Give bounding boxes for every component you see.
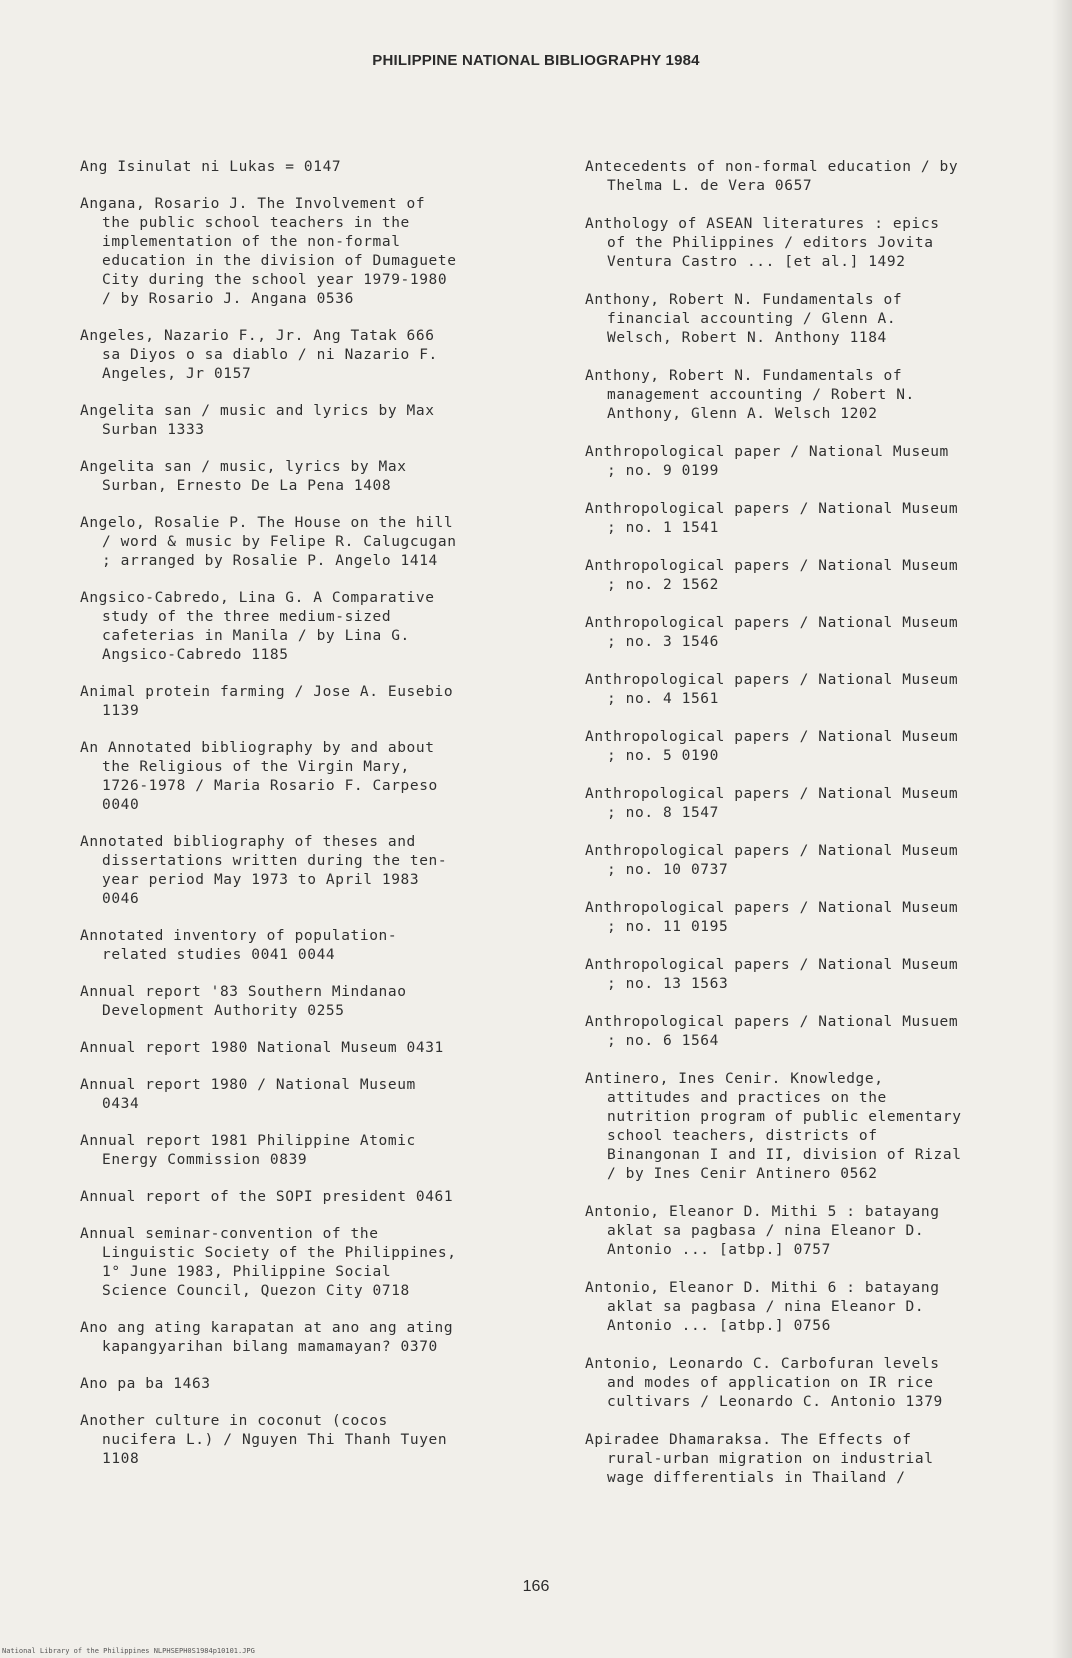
bibliography-entry: Animal protein farming / Jose A. Eusebio 1139	[80, 684, 454, 719]
scan-source-footer: National Library of the Philippines NLPHSEPH0S1984p10101.JPG	[2, 1647, 255, 1655]
bibliography-entry: Antecedents of non-formal education / by Thelma L. de Vera 0657	[585, 159, 959, 194]
bibliography-entry: Anthony, Robert N. Fundamentals of management accounting / Robert N. Anthony, Glenn A. Welsch 1202	[585, 368, 915, 422]
bibliography-entry: Anthropological papers / National Musuem ; no. 6 1564	[585, 1014, 959, 1049]
bibliography-entry: An Annotated bibliography by and about the Religious of the Virgin Mary, 1726-1978 / Maria Rosario F. Carpeso 0040	[80, 740, 438, 813]
bibliography-entry: Ano ang ating karapatan at ano ang ating kapangyarihan bilang mamamayan? 0370	[80, 1320, 454, 1355]
bibliography-entry: Annual seminar-convention of the Linguistic Society of the Philippines, 1° June 1983, Philippine Social Science Council, Quezon City 0718	[80, 1226, 457, 1299]
bibliography-entry: Antonio, Eleanor D. Mithi 6 : batayang aklat sa pagbasa / nina Eleanor D. Antonio ... [atbp.] 0756	[585, 1280, 940, 1334]
bibliography-entry: Ang Isinulat ni Lukas = 0147	[80, 159, 342, 175]
bibliography-entry: Anthropological paper / National Museum ; no. 9 0199	[585, 444, 949, 479]
bibliography-entry: Anthropological papers / National Museum ; no. 10 0737	[585, 843, 959, 878]
bibliography-entry: Annual report of the SOPI president 0461	[80, 1189, 454, 1205]
bibliography-entry: Anthropological papers / National Museum ; no. 13 1563	[585, 957, 959, 992]
bibliography-entry: Apiradee Dhamaraksa. The Effects of rural-urban migration on industrial wage differentials in Thailand /	[585, 1432, 934, 1486]
right-column	[585, 158, 1055, 1507]
bibliography-entry: Angelita san / music and lyrics by Max Surban 1333	[80, 403, 435, 438]
bibliography-entry: Anthropological papers / National Museum ; no. 11 0195	[585, 900, 959, 935]
bibliography-entry: Annual report '83 Southern Mindanao Development Authority 0255	[80, 984, 407, 1019]
bibliography-entry: Ano pa ba 1463	[80, 1376, 211, 1392]
bibliography-entry: Anthropological papers / National Museum ; no. 2 1562	[585, 558, 959, 593]
bibliography-entry: Antonio, Leonardo C. Carbofuran levels and modes of application on IR rice cultivars / Leonardo C. Antonio 1379	[585, 1356, 943, 1410]
bibliography-entry: Angsico-Cabredo, Lina G. A Comparative study of the three medium-sized cafeterias in Manila / by Lina G. Angsico-Cabredo 1185	[80, 590, 435, 663]
bibliography-entry: Anthropological papers / National Museum ; no. 4 1561	[585, 672, 959, 707]
bibliography-entry: Angeles, Nazario F., Jr. Ang Tatak 666 sa Diyos o sa diablo / ni Nazario F. Angeles, Jr 0157	[80, 328, 438, 382]
bibliography-entry: Annotated bibliography of theses and dissertations written during the ten- year period May 1973 to April 1983 0046	[80, 834, 448, 907]
bibliography-entry: Angana, Rosario J. The Involvement of the public school teachers in the implementation of the non-formal education in the division of Dumaguete City during the school year 1979-1980 / by Rosario J. Angana 0536	[80, 196, 457, 307]
bibliography-entry: Angelo, Rosalie P. The House on the hill / word & music by Felipe R. Calugcugan ; arranged by Rosalie P. Angelo 1414	[80, 515, 457, 569]
bibliography-entry: Anthropological papers / National Museum ; no. 3 1546	[585, 615, 959, 650]
page-title: PHILIPPINE NATIONAL BIBLIOGRAPHY 1984	[372, 52, 700, 69]
bibliography-entry: Anthropological papers / National Museum ; no. 8 1547	[585, 786, 959, 821]
bibliography-entry: Antinero, Ines Cenir. Knowledge, attitudes and practices on the nutrition program of public elementary school teachers, districts of Binangonan I and II, division of Rizal / by Ines Cenir Antinero 0562	[585, 1071, 962, 1182]
bibliography-entry: Annotated inventory of population- related studies 0041 0044	[80, 928, 398, 963]
bibliography-entry: Angelita san / music, lyrics by Max Surban, Ernesto De La Pena 1408	[80, 459, 407, 494]
bibliography-entry: Antonio, Eleanor D. Mithi 5 : batayang aklat sa pagbasa / nina Eleanor D. Antonio ... [atbp.] 0757	[585, 1204, 940, 1258]
bibliography-entry: Annual report 1981 Philippine Atomic Energy Commission 0839	[80, 1133, 416, 1168]
bibliography-entry: Annual report 1980 / National Museum 0434	[80, 1077, 416, 1112]
page-edge-shadow	[1052, 0, 1072, 1658]
bibliography-entry: Anthropological papers / National Museum ; no. 1 1541	[585, 501, 959, 536]
bibliography-entry: Anthropological papers / National Museum ; no. 5 0190	[585, 729, 959, 764]
page-number: 166	[522, 1578, 550, 1595]
bibliography-entry: Annual report 1980 National Museum 0431	[80, 1040, 444, 1056]
bibliography-entry: Anthony, Robert N. Fundamentals of financial accounting / Glenn A. Welsch, Robert N. Anthony 1184	[585, 292, 903, 346]
bibliography-entry: Another culture in coconut (cocos nucifera L.) / Nguyen Thi Thanh Tuyen 1108	[80, 1413, 448, 1467]
left-column	[80, 158, 545, 1487]
bibliography-entry: Anthology of ASEAN literatures : epics of the Philippines / editors Jovita Ventura Castro ... [et al.] 1492	[585, 216, 940, 270]
